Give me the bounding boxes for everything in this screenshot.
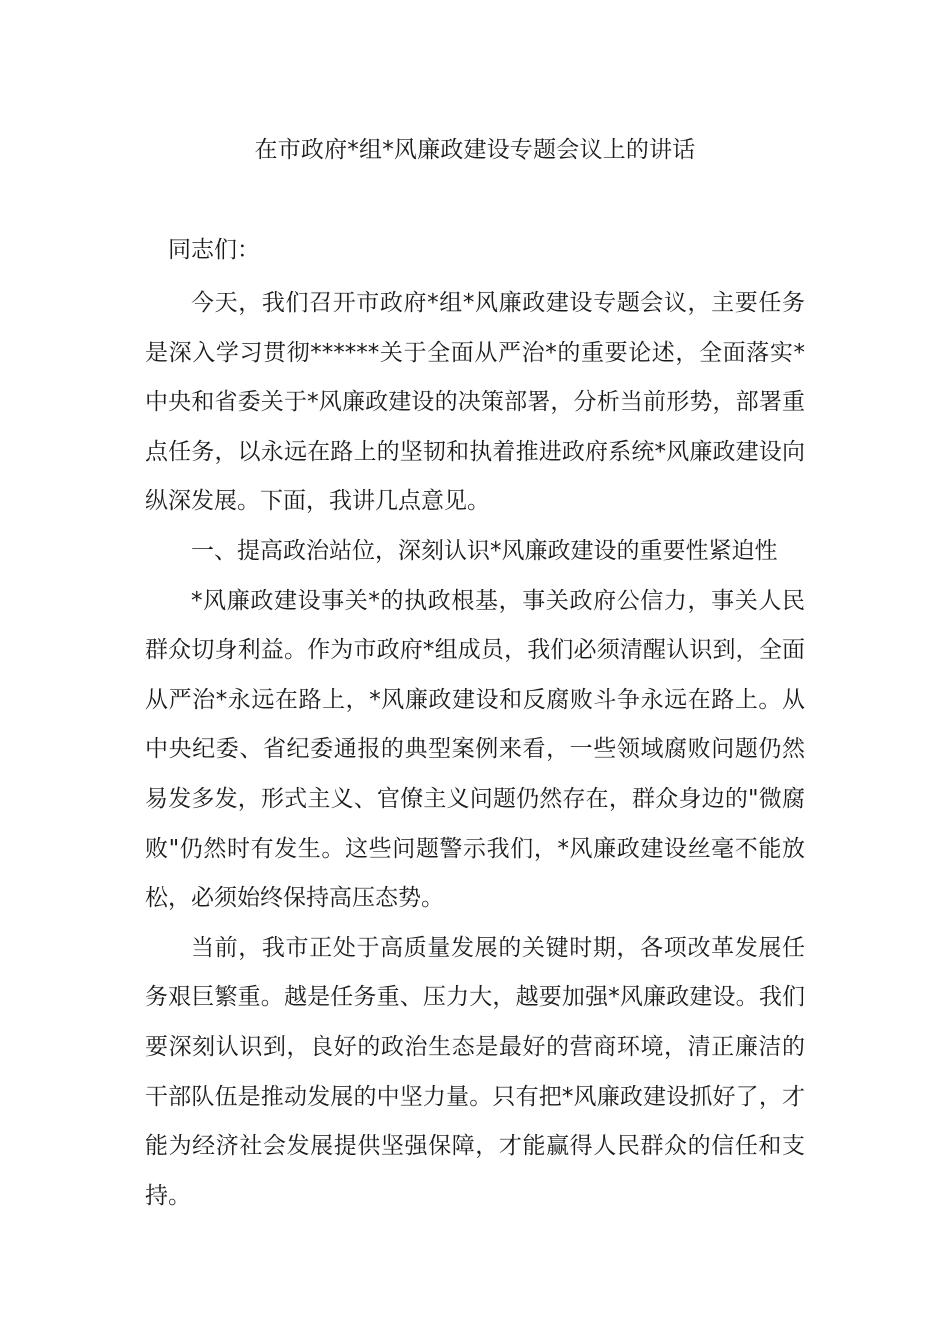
paragraph-section-1-a: *风廉政建设事关*的执政根基，事关政府公信力，事关人民群众切身利益。作为市政府*组成员，我们必须清醒认识到，全面从严治*永远在路上，*风廉政建设和反腐败斗争永远在路上。从中央纪委、省纪委通报的典型案例来看，一些领域腐败问题仍然易发多发，形式主义、官僚主义问题仍然存在，群众身边的"微腐败"仍然时有发生。这些问题警示我们，*风廉政建设丝毫不能放松，必须始终保持高压态势。 — [145, 587, 805, 912]
document-body — [145, 279, 805, 1221]
document-title: 在市政府*组*风廉政建设专题会议上的讲话 — [254, 137, 696, 163]
salutation: 同志们： — [168, 237, 260, 263]
paragraph-section-1-b: 当前，我市正处于高质量发展的关键时期，各项改革发展任务艰巨繁重。越是任务重、压力大，越要加强*风廉政建设。我们要深刻认识到，良好的政治生态是最好的营商环境，清正廉洁的干部队伍是推动发展的中坚力量。只有把*风廉政建设抓好了，才能为经济社会发展提供坚强保障，才能赢得人民群众的信任和支持。 — [145, 934, 805, 1209]
section-heading-1: 一、提高政治站位，深刻认识*风廉政建设的重要性紧迫性 — [191, 537, 778, 564]
paragraph-intro: 今天，我们召开市政府*组*风廉政建设专题会议，主要任务是深入学习贯彻******关于全面从严治*的重要论述，全面落实*中央和省委关于*风廉政建设的决策部署，分析当前形势，部署重点任务，以永远在路上的坚韧和执着推进政府系统*风廉政建设向纵深发展。下面，我讲几点意见。 — [145, 290, 805, 515]
